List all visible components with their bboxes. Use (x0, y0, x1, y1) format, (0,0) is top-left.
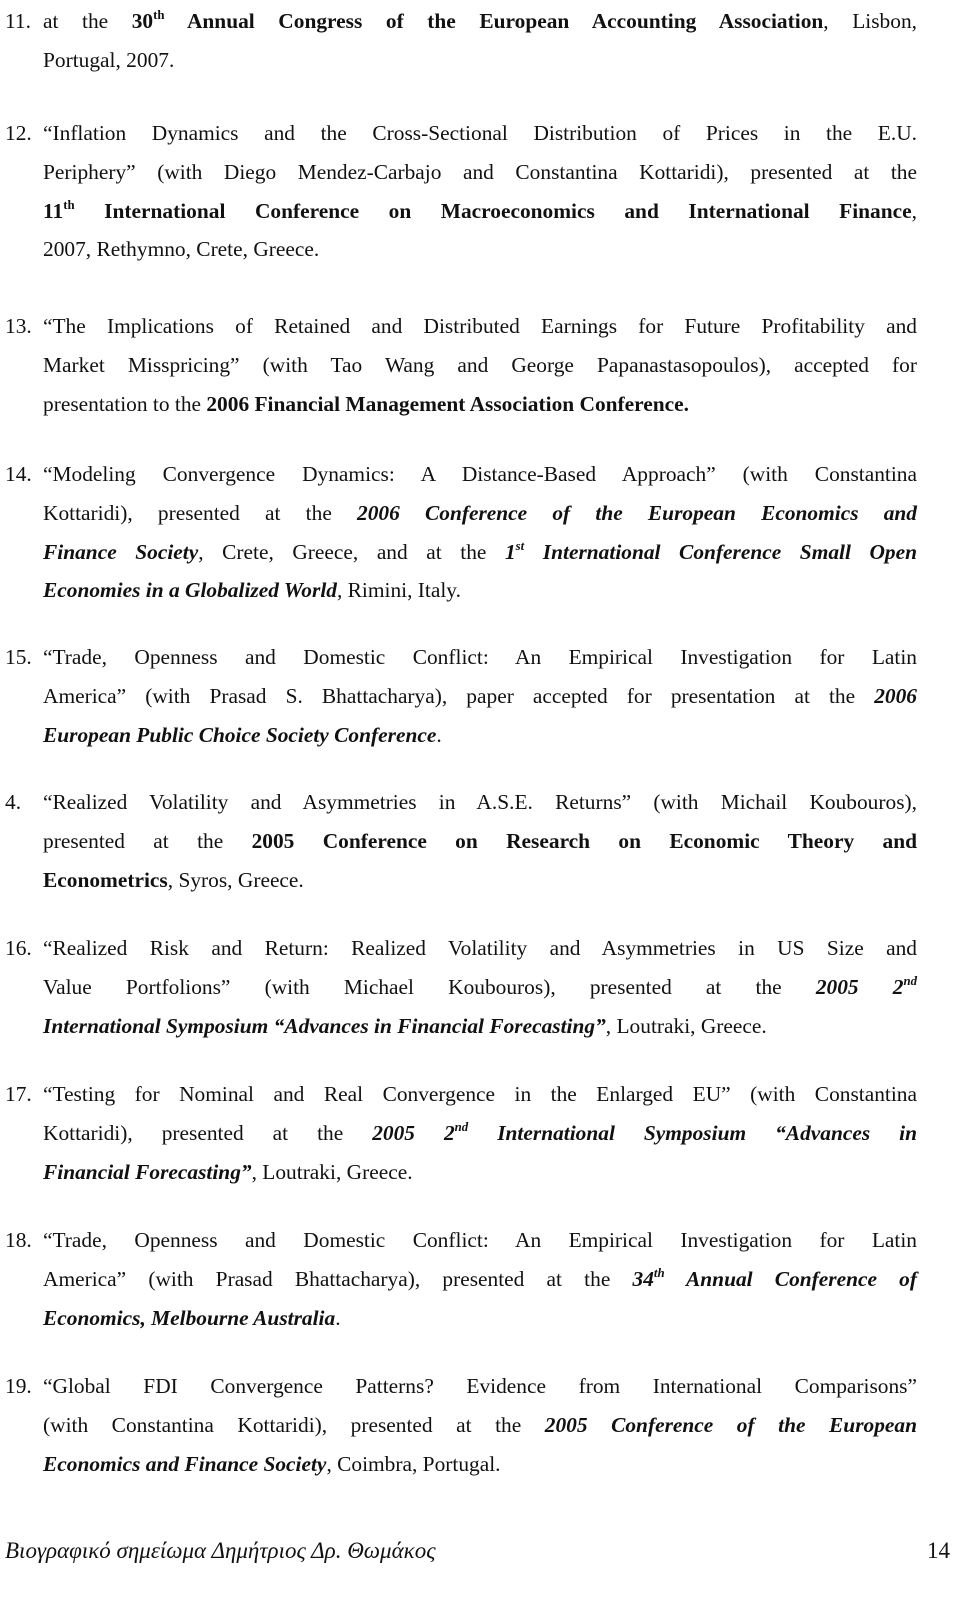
text-run: , (911, 198, 917, 223)
entry-line (5, 2, 917, 41)
publication-entry (5, 1367, 917, 1483)
entry-number: 18. (5, 1228, 32, 1252)
text-run: presentation to the (43, 391, 207, 416)
entry-number: 14. (5, 462, 32, 486)
page-footer (0, 1538, 960, 1578)
text-run: Periphery” (with Diego Mendez-Carbajo and Constantina Kottaridi), presented at the (43, 159, 917, 184)
footer-title: Βιογραφικό σημείωμα Δημήτριος Δρ. Θωμάκος (5, 1538, 436, 1563)
entry-line (5, 822, 917, 861)
entry-line (5, 1007, 917, 1046)
entry-line (5, 455, 917, 494)
text-run: 11 (43, 198, 64, 223)
entry-line (5, 638, 917, 677)
text-run: “Global FDI Convergence Patterns? Evidence from International Comparisons” (43, 1374, 917, 1398)
text-run: International Conference on Macroeconomics and International Finance (74, 198, 912, 223)
text-run: 2006 Conference of the European Economics and (357, 500, 917, 525)
entry-line (5, 716, 917, 755)
entry-line (5, 1299, 917, 1338)
publication-entry (5, 929, 917, 1045)
entry-line (5, 1445, 917, 1484)
text-run: America” (with Prasad Bhattacharya), presented at the (43, 1266, 633, 1291)
text-run: International Symposium “Advances in Financial Forecasting” (43, 1013, 606, 1038)
text-run: 2007, Rethymno, Crete, Greece. (43, 237, 320, 262)
entry-line (5, 114, 917, 153)
text-run: presented at the (43, 828, 252, 853)
text-run: Annual Conference of (664, 1266, 917, 1291)
superscript: nd (454, 1119, 469, 1134)
entry-line (5, 230, 917, 269)
text-run: , Lisbon, (823, 9, 917, 33)
publication-entry (5, 455, 917, 610)
text-run: 2005 2 (372, 1120, 455, 1145)
text-run: “Realized Risk and Return: Realized Volatility and Asymmetries in US Size and (43, 936, 917, 960)
entry-line (5, 1075, 917, 1114)
text-run: , Loutraki, Greece. (251, 1159, 413, 1184)
entry-number: 13. (5, 314, 32, 338)
publication-entry (5, 1221, 917, 1337)
superscript: nd (903, 973, 918, 988)
entry-line (5, 1114, 917, 1153)
entry-line (5, 571, 917, 610)
text-run: “Trade, Openness and Domestic Conflict: An Empirical Investigation for Latin (43, 1228, 917, 1252)
entry-line (5, 1260, 917, 1299)
entry-line (5, 1367, 917, 1406)
entry-line (5, 1153, 917, 1192)
text-run: 30 (131, 9, 154, 33)
text-run: “Inflation Dynamics and the Cross-Sectional Distribution of Prices in the E.U. (43, 121, 917, 145)
text-run: Kottaridi), presented at the (43, 1120, 373, 1145)
text-run: (with Constantina Kottaridi), presented at the (43, 1412, 545, 1437)
publication-entry (5, 638, 917, 754)
text-run: International Conference Small Open (524, 539, 918, 564)
publication-entry (5, 783, 917, 899)
entry-line (5, 1406, 917, 1445)
text-run: Economies in a Globalized World (43, 578, 337, 603)
text-run: Econometrics (43, 867, 168, 892)
entry-line (5, 41, 917, 80)
text-run: , Coimbra, Portugal. (326, 1451, 501, 1476)
publication-entry (5, 114, 917, 269)
text-run: 2005 Conference of the European (544, 1412, 917, 1437)
text-run: 34 (632, 1266, 654, 1291)
entry-line (5, 783, 917, 822)
text-run: Economics, Melbourne Australia (43, 1305, 336, 1330)
text-run: 1 (504, 539, 516, 564)
text-run: Portugal, 2007. (43, 47, 175, 72)
superscript: th (63, 197, 75, 212)
text-run: 2005 2 (815, 974, 904, 999)
text-run: Finance Society (43, 539, 199, 564)
entry-number: 19. (5, 1374, 32, 1398)
text-run: 2005 Conference on Research on Economic Theory and (251, 828, 917, 853)
entry-number: 11. (5, 9, 31, 33)
text-run: 2006 (874, 683, 917, 708)
publication-entry (5, 2, 917, 80)
text-run: , Crete, Greece, and at the (198, 539, 505, 564)
text-run: . (436, 722, 442, 747)
publication-entry (5, 1075, 917, 1191)
text-run: , Loutraki, Greece. (605, 1013, 767, 1038)
text-run: , Syros, Greece. (167, 867, 304, 892)
entry-line (5, 1221, 917, 1260)
entry-number: 16. (5, 936, 32, 960)
superscript: th (153, 8, 165, 23)
entry-line (5, 192, 917, 231)
text-run: at the (43, 9, 132, 33)
entry-number: 4. (5, 790, 22, 814)
text-run: International Symposium “Advances in (468, 1120, 917, 1145)
text-run: Market Misspricing” (with Tao Wang and George Papanastasopoulos), accepted for (43, 352, 917, 377)
entry-line (5, 153, 917, 192)
text-run: “Realized Volatility and Asymmetries in A.S.E. Returns” (with Michail Koubouros), (43, 790, 917, 814)
text-run: Kottaridi), presented at the (43, 500, 358, 525)
text-run: “Trade, Openness and Domestic Conflict: An Empirical Investigation for Latin (43, 645, 917, 669)
text-run: European Public Choice Society Conference (43, 722, 437, 747)
text-run: Annual Congress of the European Accounting Association (164, 9, 824, 33)
text-run: Value Portfolions” (with Michael Koubouros), presented at the (43, 974, 816, 999)
entry-number: 12. (5, 121, 32, 145)
superscript: th (653, 1265, 665, 1280)
publication-entry (5, 307, 917, 423)
text-run: America” (with Prasad S. Bhattacharya), paper accepted for presentation at the (43, 683, 875, 708)
entry-line (5, 307, 917, 346)
text-run: . (335, 1305, 341, 1330)
text-run: 2006 Financial Management Association Conference. (206, 391, 689, 416)
entry-line (5, 929, 917, 968)
entry-line (5, 385, 917, 424)
entry-line (5, 346, 917, 385)
entry-number: 15. (5, 645, 32, 669)
entry-line (5, 861, 917, 900)
entry-line (5, 494, 917, 533)
text-run: “Modeling Convergence Dynamics: A Distance-Based Approach” (with Constantina (43, 462, 917, 486)
entry-line (5, 968, 917, 1007)
entry-line (5, 677, 917, 716)
text-run: “Testing for Nominal and Real Convergence in the Enlarged EU” (with Constantina (43, 1082, 917, 1106)
text-run: “The Implications of Retained and Distributed Earnings for Future Profitability and (43, 314, 917, 338)
entry-line (5, 533, 917, 572)
text-run: Economics and Finance Society (43, 1451, 327, 1476)
superscript: st (515, 538, 525, 553)
text-run: Financial Forecasting” (43, 1159, 252, 1184)
entry-number: 17. (5, 1082, 32, 1106)
text-run: , Rimini, Italy. (336, 578, 461, 603)
page-number: 14 (927, 1538, 950, 1563)
